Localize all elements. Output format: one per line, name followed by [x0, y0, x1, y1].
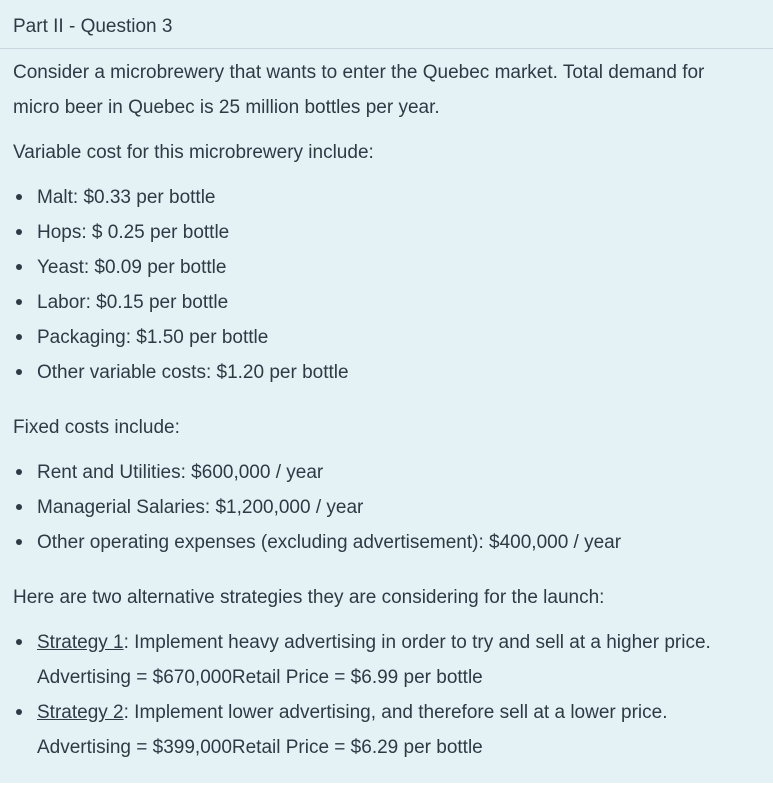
- variable-cost-packaging: Packaging: $1.50 per bottle: [37, 327, 269, 348]
- variable-cost-yeast: Yeast: $0.09 per bottle: [37, 257, 227, 278]
- list-item: [13, 215, 349, 250]
- variable-cost-malt: Malt: $0.33 per bottle: [37, 187, 216, 208]
- fixed-cost-rent: Rent and Utilities: $600,000 / year: [37, 462, 324, 483]
- list-item: [13, 180, 349, 215]
- strategy-1-detail: Advertising = $670,000Retail Price = $6.99 per bottle: [37, 667, 483, 688]
- bullet-icon: [16, 194, 22, 200]
- bullet-icon: [16, 504, 22, 510]
- list-item: [13, 525, 621, 560]
- bullet-icon: [16, 334, 22, 340]
- variable-cost-heading: Variable cost for this microbrewery include:: [13, 142, 374, 163]
- list-item: [13, 320, 349, 355]
- bullet-icon: [16, 539, 22, 545]
- title-divider: [0, 48, 773, 49]
- fixed-cost-salaries: Managerial Salaries: $1,200,000 / year: [37, 497, 364, 518]
- fixed-cost-other: Other operating expenses (excluding advertisement): $400,000 / year: [37, 532, 622, 553]
- intro-line-1: Consider a microbrewery that wants to enter the Quebec market. Total demand for: [13, 62, 705, 83]
- bullet-icon: [16, 709, 22, 715]
- fixed-cost-list: [13, 455, 621, 560]
- strategies-list: [13, 625, 711, 765]
- strategy-2-detail: Advertising = $399,000Retail Price = $6.29 per bottle: [37, 737, 483, 758]
- bullet-icon: [16, 639, 22, 645]
- list-item: [13, 490, 621, 525]
- list-item: [13, 355, 349, 390]
- bullet-icon: [16, 264, 22, 270]
- intro-line-2: micro beer in Quebec is 25 million bottles per year.: [13, 97, 440, 118]
- strategy-2-name: Strategy 2: [37, 702, 124, 723]
- list-item: [13, 285, 349, 320]
- strategies-heading: Here are two alternative strategies they are considering for the launch:: [13, 587, 605, 608]
- list-item: [13, 250, 349, 285]
- variable-cost-hops: Hops: $ 0.25 per bottle: [37, 222, 230, 243]
- strategy-item: [13, 695, 711, 765]
- variable-cost-list: [13, 180, 349, 390]
- bullet-icon: [16, 229, 22, 235]
- fixed-cost-heading: Fixed costs include:: [13, 417, 180, 438]
- variable-cost-labor: Labor: $0.15 per bottle: [37, 292, 229, 313]
- strategy-2-description: : Implement lower advertising, and therefore sell at a lower price.: [123, 702, 668, 723]
- list-item: [13, 455, 621, 490]
- strategy-1-description: : Implement heavy advertising in order to try and sell at a higher price.: [123, 632, 711, 653]
- strategy-1-name: Strategy 1: [37, 632, 124, 653]
- bullet-icon: [16, 469, 22, 475]
- strategy-item: [13, 625, 711, 695]
- question-title: Part II - Question 3: [13, 16, 173, 37]
- bullet-icon: [16, 299, 22, 305]
- bullet-icon: [16, 369, 22, 375]
- variable-cost-other: Other variable costs: $1.20 per bottle: [37, 362, 349, 383]
